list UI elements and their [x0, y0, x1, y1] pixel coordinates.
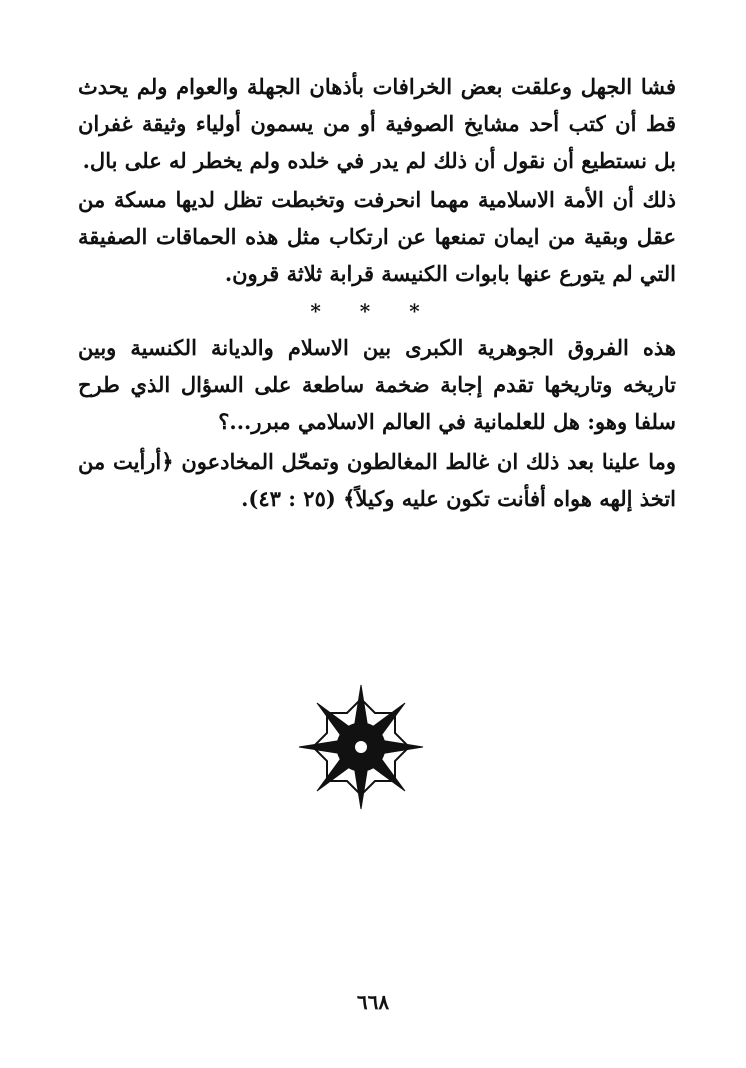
paragraph-2 — [78, 181, 676, 292]
star-ornament-icon — [296, 682, 426, 812]
paragraph-3 — [78, 329, 676, 440]
paragraph-4-text: وما علينا بعد ذلك ان غالط المغالطون وتمحّل المخادعون ﴿أرأيت من اتخذ إلهه هواه أفأنت تكون عليه وكيلاً﴾ (٢٥ : ٤٣). — [78, 449, 676, 511]
paragraph-1 — [78, 68, 676, 179]
paragraph-1-text: فشا الجهل وعلقت بعض الخرافات بأذهان الجهلة والعوام ولم يحدث قط أن كتب أحد مشايخ الصوفية أو من يسمون أولياء وثيقة غفران بل نستطيع أن نقول أن ذلك لم يدر في خلده ولم يخطر له على بال. — [78, 74, 676, 173]
paragraph-4 — [78, 443, 676, 517]
paragraph-2-text: ذلك أن الأمة الاسلامية مهما انحرفت وتخبطت تظل لديها مسكة من عقل وبقية من ايمان تمنعها عن ارتكاب مثل هذه الحماقات الصفيقة التي لم يتورع عنها بابوات الكنيسة قرابة ثلاثة قرون. — [78, 187, 676, 286]
paragraph-3-text: هذه الفروق الجوهرية الكبرى بين الاسلام والديانة الكنسية وبين تاريخه وتاريخها تقدم إجابة ضخمة ساطعة على السؤال الذي طرح سلفا وهو: هل للعلمانية في العالم الاسلامي مبرر...؟ — [78, 335, 677, 434]
page-number: ٦٦٨ — [356, 990, 390, 1014]
section-separator: * * * — [310, 299, 436, 323]
